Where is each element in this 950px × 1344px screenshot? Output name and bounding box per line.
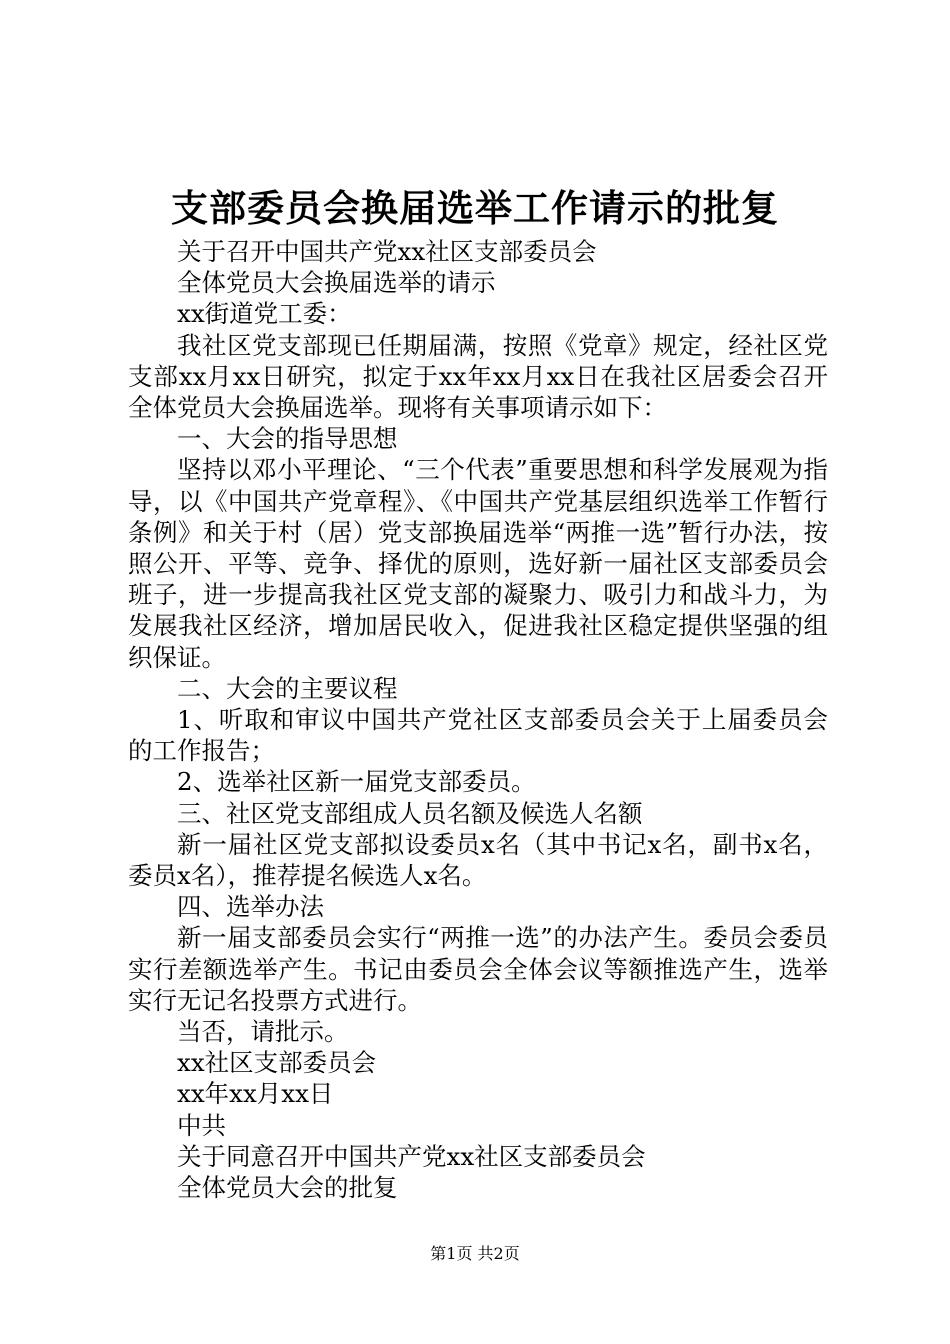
paragraph: 当否，请批示。: [177, 1017, 349, 1047]
paragraph: 全体党员大会换届选举的请示: [177, 268, 496, 298]
paragraph: 关于召开中国共产党xx社区支部委员会: [177, 237, 597, 266]
paragraph: 坚持以邓小平理论、“三个代表”重要思想和科学发展观为指导，以《中国共产党章程》、《中国共产党基层组织选举工作暂行条例》和关于村（居）党支部换届选举“两推一选”暂行办法，按照公开、平等、竞争、择优的原则，选好新一届社区支部委员会班子，进一步提高我社区党支部的凝聚力、吸引力和战斗力，为发展我社区经济，增加居民收入，促进我社区稳定提供坚强的组织保证。: [128, 455, 828, 672]
paragraph: 新一届社区党支部拟设委员x名（其中书记x名，副书x名，委员x名），推荐提名候选人x名。: [128, 829, 828, 891]
paragraph: 中共: [177, 1110, 226, 1140]
section-heading: 一、大会的指导思想: [177, 424, 398, 454]
page-number: 第1页 共2页: [430, 1244, 520, 1263]
paragraph: 2、选举社区新一届党支部委员。: [177, 767, 536, 797]
section-heading: 二、大会的主要议程: [177, 673, 398, 703]
signature-date: xx年xx月xx日: [177, 1079, 334, 1109]
section-heading: 四、选举办法: [177, 892, 324, 922]
section-heading: 三、社区党支部组成人员名额及候选人名额: [177, 798, 643, 828]
paragraph: 1、听取和审议中国共产党社区支部委员会关于上届委员会的工作报告；: [128, 705, 828, 766]
paragraph: 新一届支部委员会实行“两推一选”的办法产生。委员会委员实行差额选举产生。书记由委员会全体会议等额推选产生，选举实行无记名投票方式进行。: [128, 923, 828, 1015]
paragraph: xx街道党工委：: [177, 299, 352, 329]
paragraph: 全体党员大会的批复: [177, 1173, 398, 1203]
paragraph: 关于同意召开中国共产党xx社区支部委员会: [177, 1141, 646, 1171]
document-body: [128, 236, 828, 1203]
signature-organization: xx社区支部委员会: [177, 1048, 377, 1078]
paragraph: 我社区党支部现已任期届满，按照《党章》规定，经社区党支部xx月xx日研究，拟定于xx年xx月xx日在我社区居委会召开全体党员大会换届选举。现将有关事项请示如下：: [128, 330, 828, 423]
document-title: 支部委员会换届选举工作请示的批复: [171, 186, 779, 230]
